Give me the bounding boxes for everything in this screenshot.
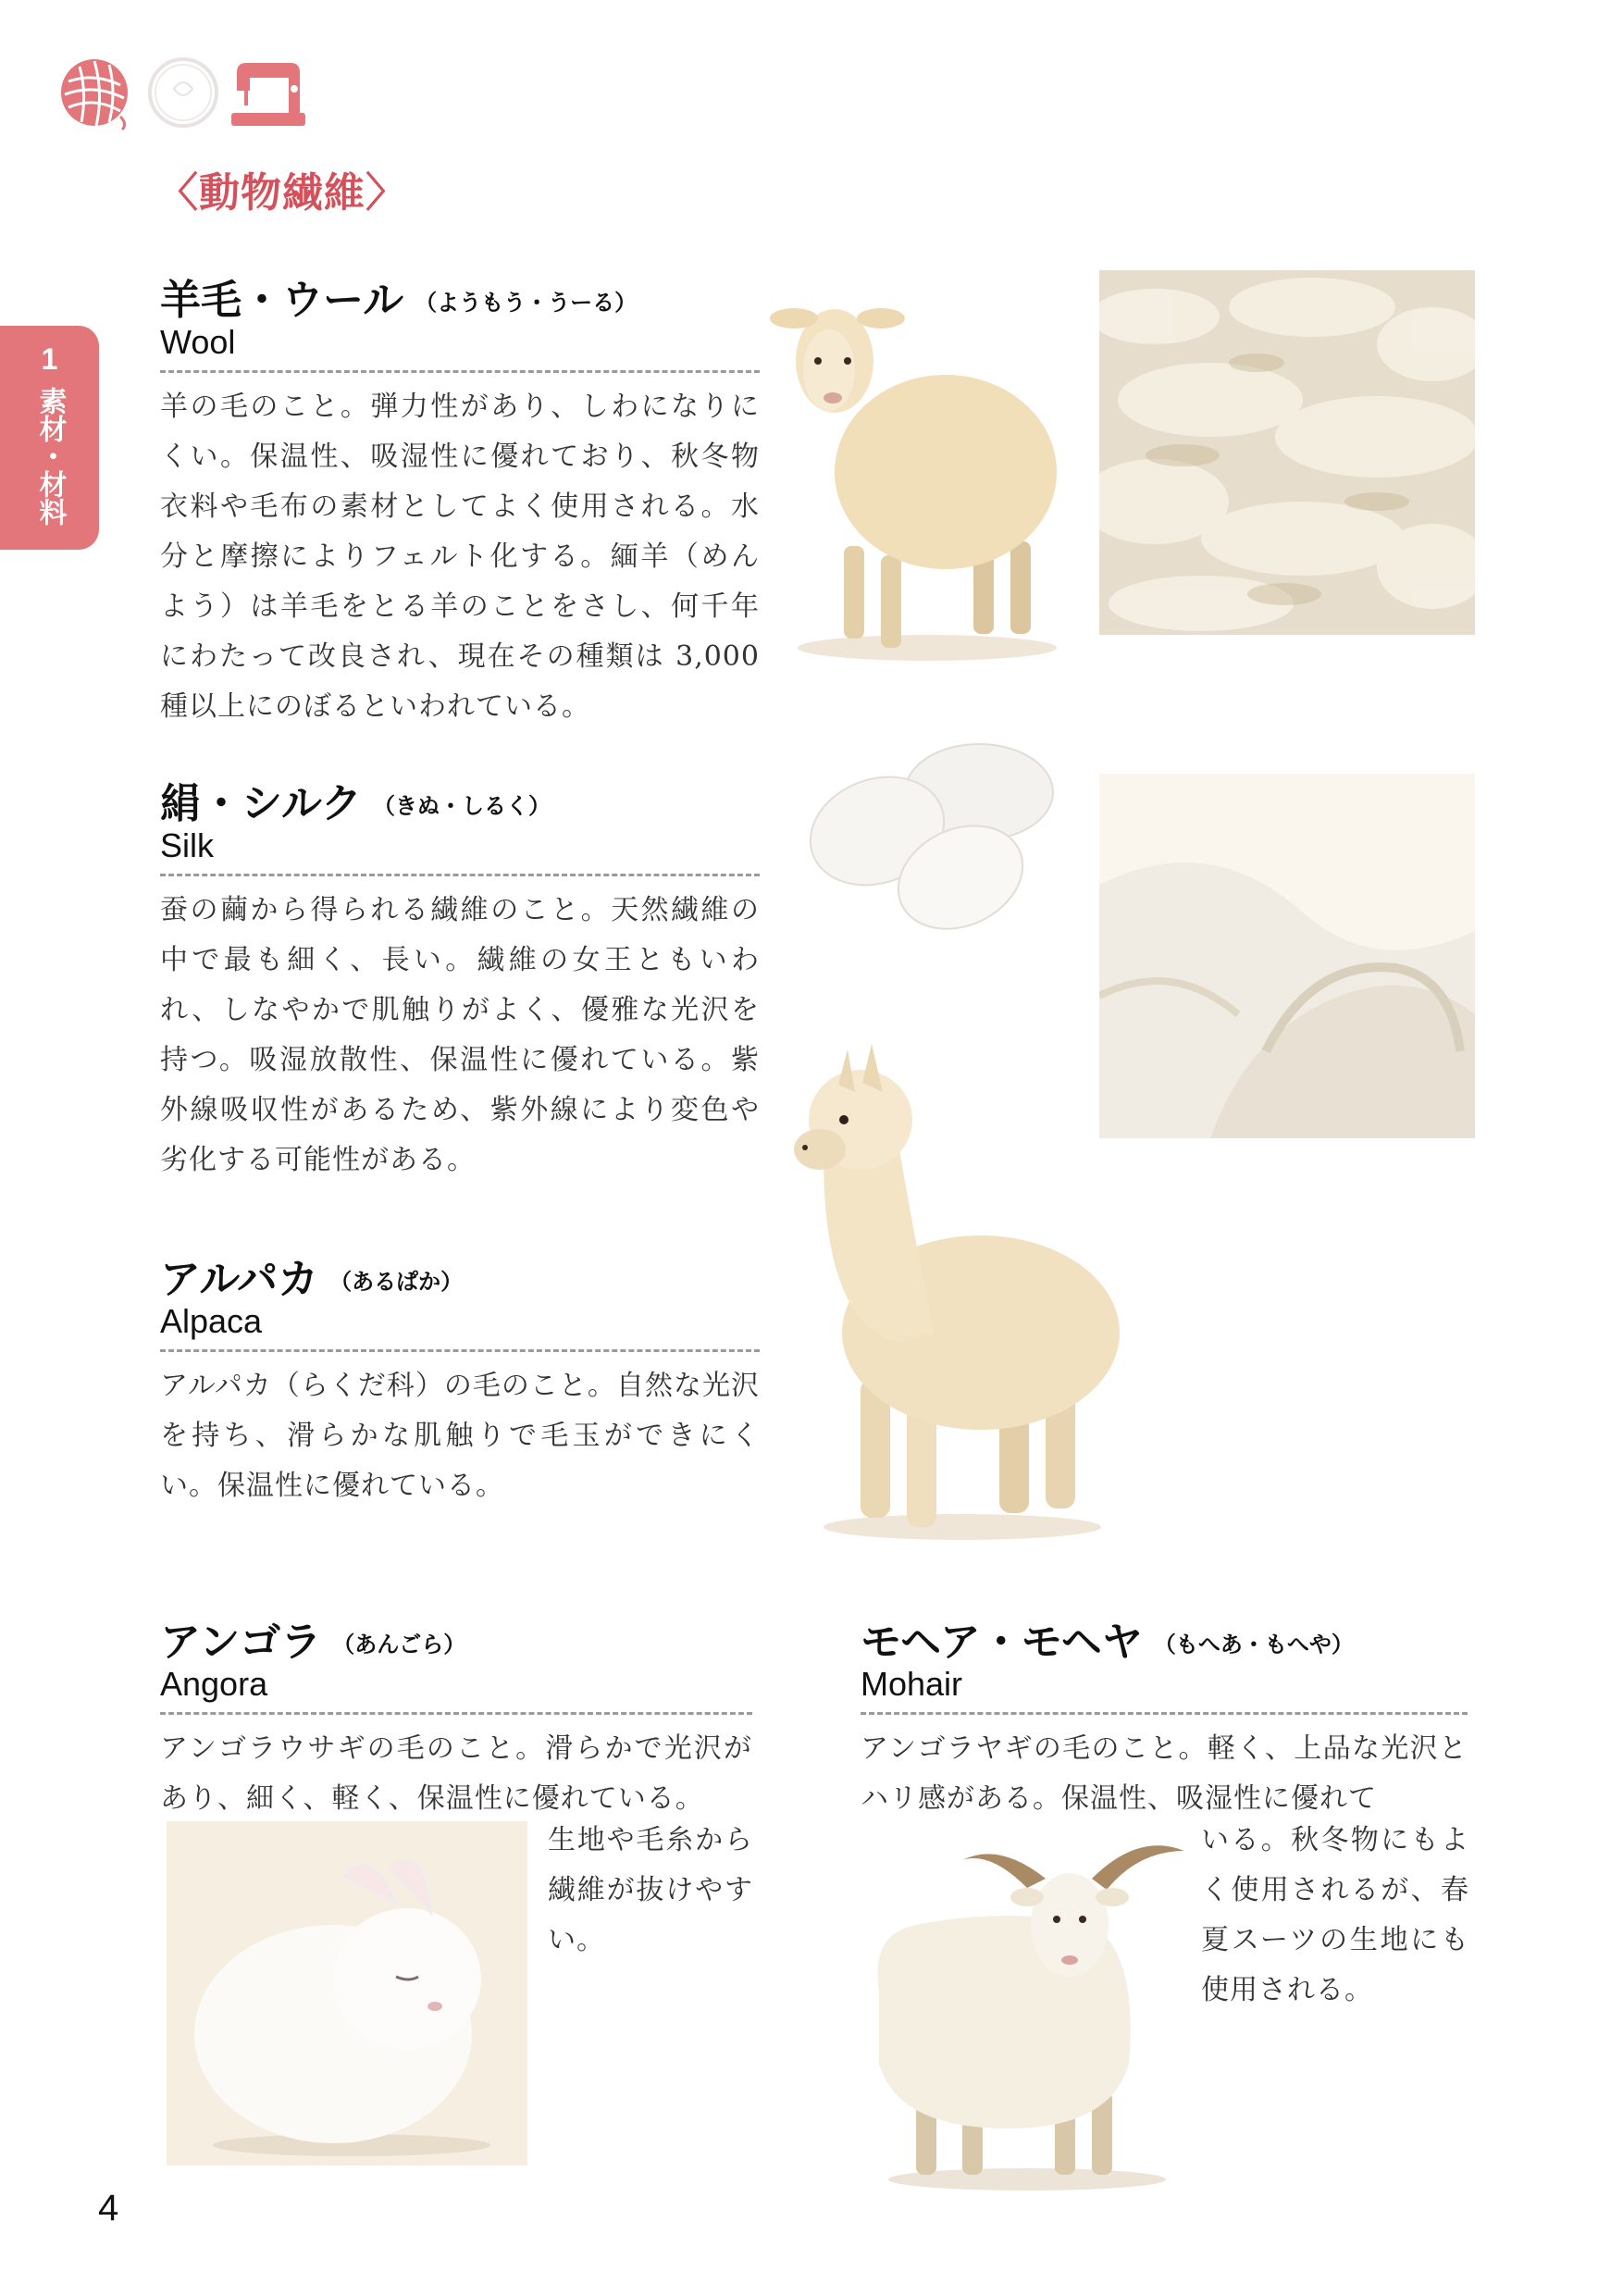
entry-mohair-side (1201, 1816, 1469, 2016)
entry-reading: （あんごら） (332, 1632, 466, 1657)
entry-body-side: いる。秋冬物にもよく使用されるが、春夏スーツの生地にも使用される。 (1201, 1824, 1469, 2006)
angora-goat-illustration (861, 1823, 1194, 2193)
sewing-machine-icon (229, 54, 307, 131)
section-title: 〈動物繊維〉 (157, 169, 407, 217)
angora-rabbit-illustration (167, 1821, 527, 2166)
chapter-number: 1 (41, 342, 58, 376)
entry-reading: （きぬ・しるく） (373, 793, 551, 819)
entry-reading: （もへあ・もへや） (1153, 1632, 1354, 1657)
page-number: 4 (98, 2188, 119, 2228)
entry-reading: （あるぱか） (329, 1269, 464, 1295)
entry-body-side: 生地や毛糸から繊維が抜けやすい。 (548, 1824, 753, 1956)
entry-silk (160, 770, 760, 1185)
divider (160, 874, 760, 876)
entry-body: アルパカ（らくだ科）の毛のこと。自然な光沢を持ち、滑らかな肌触りで毛玉ができにくい。保温性に優れている。 (160, 1370, 760, 1502)
entry-body-top: アンゴラウサギの毛のこと。滑らかで光沢があり、細く、軽く、保温性に優れている。 (160, 1732, 752, 1815)
entry-title: アンゴラ （あんごら） (160, 1619, 466, 1666)
entry-title: モヘア・モヘヤ （もへあ・もへや） (861, 1619, 1354, 1666)
entry-alpaca (160, 1246, 760, 1511)
alpaca-illustration (787, 1027, 1157, 1545)
chapter-label: 素材・材料 (33, 387, 67, 526)
entry-title: 絹・シルク （きぬ・しるく） (160, 780, 551, 827)
entry-body-top: アンゴラヤギの毛のこと。軽く、上品な光沢とハリ感がある。保温性、吸湿性に優れて (861, 1732, 1468, 1815)
chapter-tab[interactable] (0, 326, 99, 550)
entry-english: Mohair (861, 1665, 963, 1703)
entry-title: 羊毛・ウール （ようもう・うーる） (160, 277, 638, 324)
silk-cocoons-illustration (803, 733, 1072, 937)
entry-english: Wool (160, 323, 236, 361)
entry-angora (160, 1608, 752, 1824)
divider (160, 370, 760, 373)
entry-reading: （ようもう・うーる） (415, 290, 638, 316)
divider (160, 1712, 752, 1715)
entry-english: Silk (160, 826, 215, 864)
yarn-ball-icon (56, 54, 133, 131)
entry-english: Angora (160, 1665, 268, 1703)
wool-fiber-photo (1099, 270, 1475, 635)
entry-english: Alpaca (160, 1302, 263, 1340)
embroidery-hoop-icon (144, 54, 222, 131)
entry-body: 蚕の繭から得られる繊維のこと。天然繊維の中で最も細く、長い。繊維の女王ともいわれ、しなやかで肌触りがよく、優雅な光沢を持つ。吸湿放散性、保温性に優れている。紫外線吸収性があるため、紫外線により変色や劣化する可能性がある。 (160, 894, 760, 1176)
entry-wool (160, 267, 760, 732)
divider (160, 1349, 760, 1352)
entry-mohair (861, 1608, 1468, 1824)
entry-angora-side (548, 1816, 753, 1966)
sheep-illustration (761, 268, 1075, 676)
entry-body: 羊の毛のこと。弾力性があり、しわになりにくい。保温性、吸湿性に優れており、秋冬物衣料や毛布の素材としてよく使用される。水分と摩擦によりフェルト化する。緬羊（めんよう）は羊毛をとる羊のことをさし、何千年にわたって改良され、現在その種類は 3,000 種以上にのぼるといわれている。 (160, 391, 760, 723)
divider (861, 1712, 1468, 1715)
entry-title: アルパカ （あるぱか） (160, 1256, 464, 1303)
